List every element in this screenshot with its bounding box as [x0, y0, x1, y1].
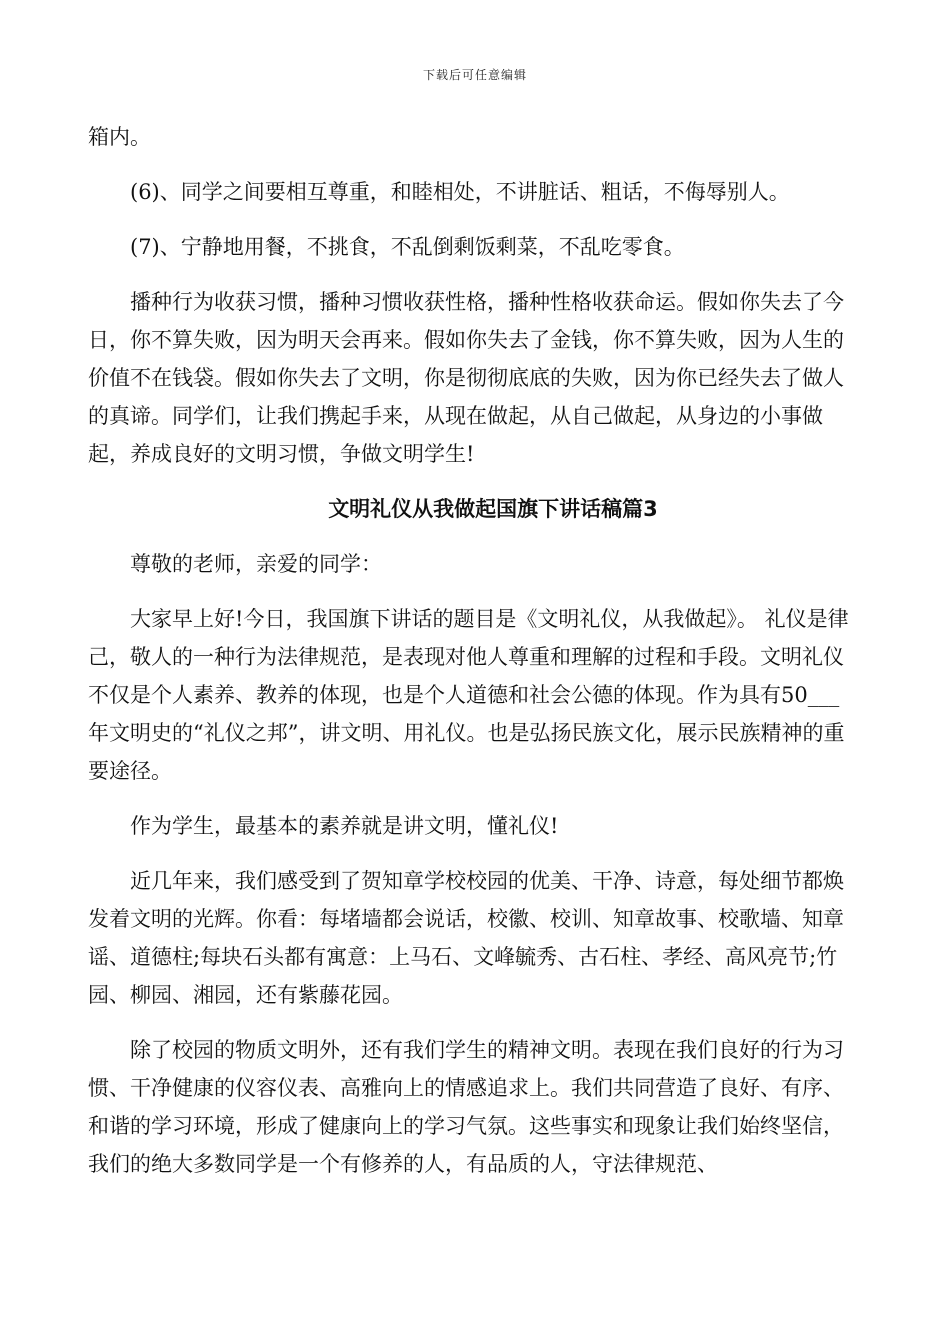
salutation: 尊敬的老师，亲爱的同学： [130, 552, 382, 576]
campus-paragraph: 近几年来，我们感受到了贺知章学校校园的优美、干净、诗意，每处细节都焕发着文明的光辉。你看：每堵墙都会说话，校徽、校训、知章故事、校歌墙、知章谣、道德柱;每块石头都有寓意：上马石、文峰毓秀、古石柱、孝经、高风亮节;竹园、柳园、湘园，还有紫藤花园。 [88, 869, 844, 1007]
spirit-paragraph: 除了校园的物质文明外，还有我们学生的精神文明。表现在我们良好的行为习惯、干净健康的仪容仪表、高雅向上的情感追求上。我们共同营造了良好、有序、和谐的学习环境，形成了健康向上的学习气氛。这些事实和现象让我们始终坚信，我们的绝大多数同学是一个有修养的人，有品质的人，守法律规范、 [88, 1038, 844, 1176]
page-header-note: 下载后可任意编辑 [422, 68, 527, 82]
rule-item-6: (6)、同学之间要相互尊重，和睦相处，不讲脏话、粗话，不侮辱别人。 [130, 180, 790, 204]
section-heading: 文明礼仪从我做起国旗下讲话稿篇3 [328, 497, 658, 521]
paragraph-continuation: 箱内。 [88, 125, 151, 149]
document-body [88, 118, 858, 1200]
closing-paragraph: 播种行为收获习惯，播种习惯收获性格，播种性格收获命运。假如你失去了今日，你不算失败，因为明天会再来。假如你失去了金钱，你不算失败，因为人生的价值不在钱袋。假如你失去了文明，你是彻彻底底的失败，因为你已经失去了做人的真谛。同学们，让我们携起手来，从现在做起，从自己做起，从身边的小事做起，养成良好的文明习惯，争做文明学生! [88, 290, 844, 466]
student-paragraph: 作为学生，最基本的素养就是讲文明，懂礼仪! [130, 814, 559, 838]
intro-paragraph: 大家早上好!今日，我国旗下讲话的题目是《文明礼仪，从我做起》。 礼仪是律己，敬人的一种行为法律规范，是表现对他人尊重和理解的过程和手段。文明礼仪不仅是个人素养、教养的体现，也是个人道德和社会公德的体现。作为具有50___年文明史的“礼仪之邦”，讲文明、用礼仪。也是弘扬民族文化，展示民族精神的重要途径。 [88, 607, 849, 783]
rule-item-7: (7)、宁静地用餐，不挑食，不乱倒剩饭剩菜，不乱吃零食。 [130, 235, 685, 259]
